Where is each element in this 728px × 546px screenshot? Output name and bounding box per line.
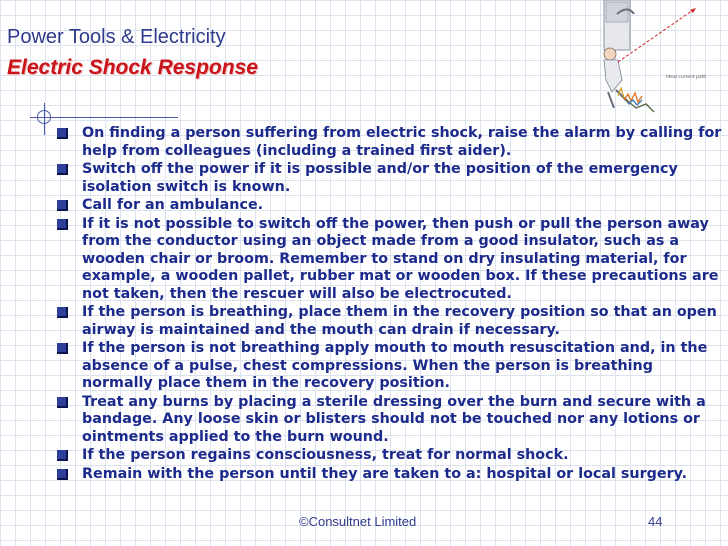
list-item bbox=[55, 447, 723, 465]
bullet-square-icon bbox=[57, 469, 68, 480]
bullet-square-icon bbox=[57, 397, 68, 408]
decorative-circle-icon bbox=[37, 110, 51, 124]
bullet-square-icon bbox=[57, 450, 68, 461]
list-item bbox=[55, 394, 723, 447]
list-item bbox=[55, 161, 723, 196]
bullet-list bbox=[55, 125, 723, 484]
illustration-caption: Ideal current path bbox=[666, 75, 707, 80]
decorative-line-horizontal bbox=[30, 117, 178, 118]
footer-copyright: ©Consultnet Limited bbox=[299, 514, 417, 529]
bullet-square-icon bbox=[57, 219, 68, 230]
bullet-text: If the person regains consciousness, treat for normal shock. bbox=[82, 447, 569, 463]
bullet-square-icon bbox=[57, 343, 68, 354]
list-item bbox=[55, 466, 723, 484]
bullet-text: Switch off the power if it is possible and/or the position of the emergency isolation switch is known. bbox=[82, 161, 678, 195]
bullet-text: On finding a person suffering from electric shock, raise the alarm by calling for help from colleagues (including a trained first aider). bbox=[82, 125, 722, 159]
bullet-text: If the person is not breathing apply mouth to mouth resuscitation and, in the absence of a pulse, chest compressions. When the person is breathing normally place them in the recovery position. bbox=[82, 340, 708, 391]
electric-shock-illustration-icon bbox=[584, 0, 720, 118]
bullet-square-icon bbox=[57, 200, 68, 211]
page-number: 44 bbox=[648, 514, 663, 529]
bullet-square-icon bbox=[57, 307, 68, 318]
list-item bbox=[55, 340, 723, 393]
bullet-square-icon bbox=[57, 164, 68, 175]
list-item bbox=[55, 125, 723, 160]
list-item bbox=[55, 197, 723, 215]
bullet-text: If it is not possible to switch off the power, then push or pull the person away from the conductor using an object made from a good insulator, such as a wooden chair or broom. Remember to stand on dry insulating material, for example, a wooden pallet, rubber mat or wooden box. If these precautions are not taken, then the rescuer will also be electrocuted. bbox=[82, 215, 719, 302]
slide-subtitle: Power Tools & Electricity bbox=[7, 26, 226, 48]
bullet-square-icon bbox=[57, 128, 68, 139]
slide-title: Electric Shock Response bbox=[7, 56, 258, 79]
list-item bbox=[55, 304, 723, 339]
bullet-text: Call for an ambulance. bbox=[82, 197, 264, 213]
list-item bbox=[55, 216, 723, 304]
bullet-text: If the person is breathing, place them in the recovery position so that an open airway is maintained and the mouth can drain if necessary. bbox=[82, 304, 717, 338]
bullet-text: Remain with the person until they are taken to a: hospital or local surgery. bbox=[82, 465, 688, 482]
bullet-text: Treat any burns by placing a sterile dressing over the burn and secure with a bandage. Any loose skin or blisters should not be touched nor any lotions or ointments applied to the burn wound. bbox=[82, 393, 706, 445]
